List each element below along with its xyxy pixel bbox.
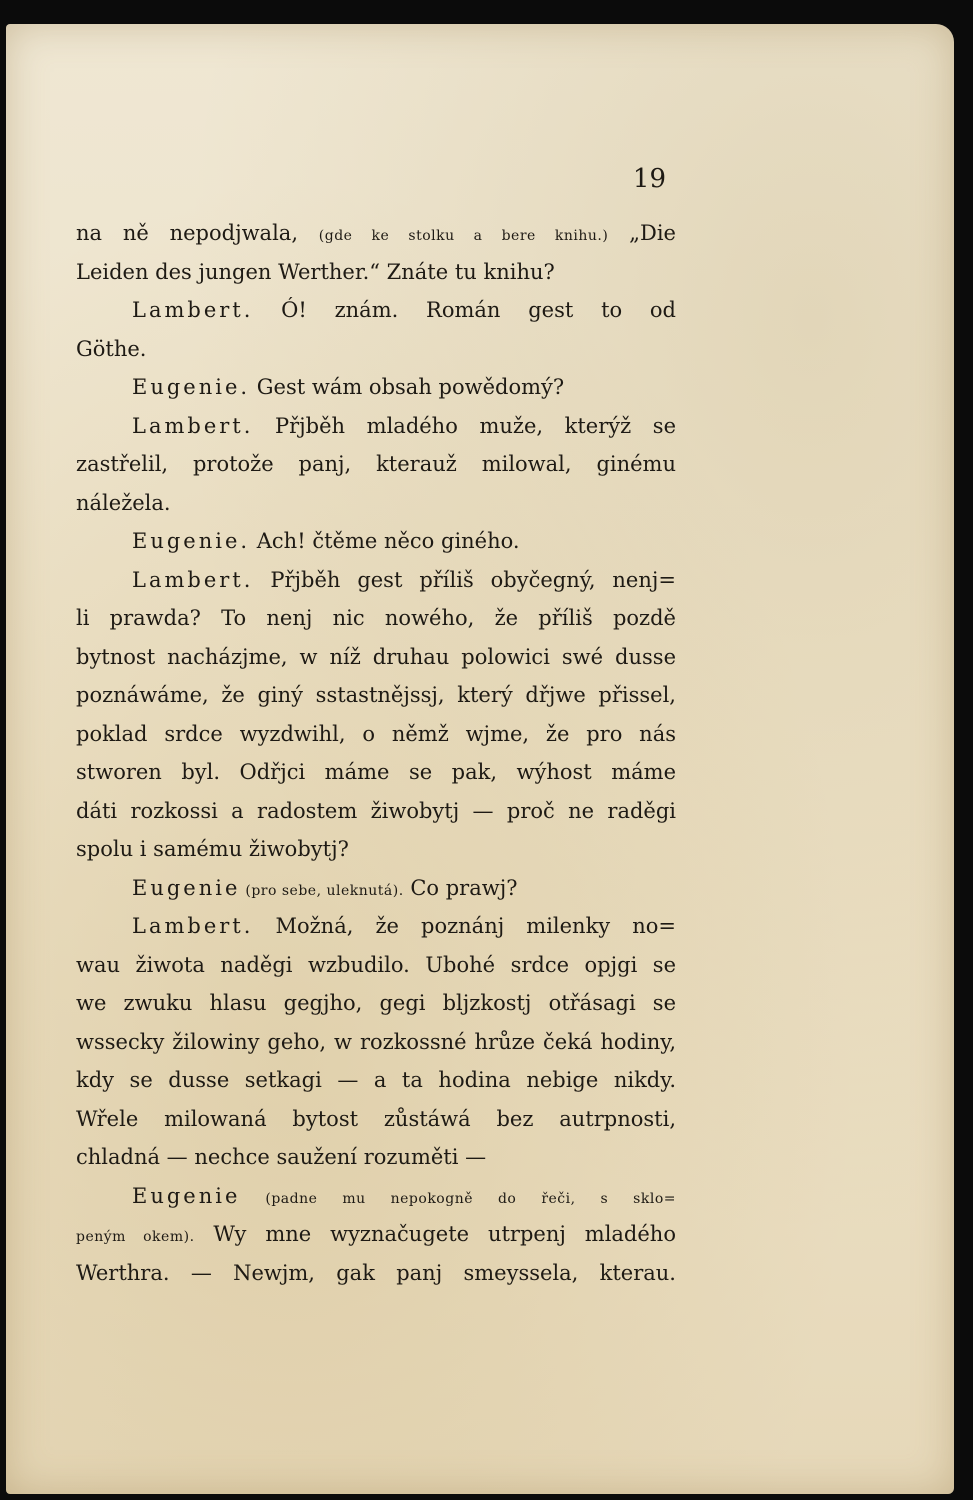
- text-line: [76, 1215, 676, 1254]
- stage-direction: (pro sebe, uleknutá).: [240, 882, 404, 899]
- line-text: kdy se dusse setkagi — a ta hodina nebige nikdy.: [76, 1068, 676, 1092]
- text-line: [76, 561, 676, 600]
- text-line: [76, 522, 676, 561]
- text-line: [76, 1023, 676, 1062]
- text-line: [76, 869, 676, 908]
- line-text: poklad srdce wyzdwihl, o němž wjme, že pro nás: [76, 721, 676, 746]
- line-text: dáti rozkossi a radostem žiwobytj — proč ne raděgi: [76, 798, 676, 823]
- text-line: [76, 214, 676, 253]
- text-line: [76, 1254, 676, 1293]
- speaker-name: Lambert.: [132, 413, 254, 438]
- page-text: [76, 214, 676, 1292]
- line-text: Přjběh mladého muže, kterýž se: [253, 413, 676, 438]
- line-text: Wřele milowaná bytost zůstáwá bez autrpnosti,: [76, 1106, 676, 1131]
- speaker-name: Eugenie: [132, 875, 241, 900]
- text-line: [76, 599, 676, 638]
- text-line: [76, 638, 676, 677]
- line-text: na ně nepodjwala,: [76, 221, 319, 245]
- text-line: [76, 984, 676, 1023]
- line-text: Gest wám obsah powědomý?: [250, 375, 565, 399]
- stage-direction: (gde ke stolku a bere knihu.): [318, 228, 609, 244]
- text-line: [76, 676, 676, 715]
- line-text: wssecky žilowiny geho, w rozkossné hrůze čeká hodiny,: [76, 1029, 676, 1054]
- text-line: [76, 291, 676, 330]
- line-text: spolu i samému žiwobytj?: [76, 837, 349, 861]
- line-text: wau žiwota naděgi wzbudilo. Ubohé srdce opjgi se: [76, 952, 676, 977]
- line-text: Ach! čtěme něco giného.: [250, 529, 520, 553]
- line-text: we zwuku hlasu gegjho, gegi bljzkostj otřásagi se: [76, 991, 676, 1015]
- line-text: náležela.: [76, 490, 171, 515]
- line-text: bytnost nacházjme, w níž druhau polowici swé dusse: [76, 644, 676, 669]
- text-line: [76, 368, 676, 407]
- text-line: [76, 1138, 676, 1177]
- line-text: Göthe.: [76, 336, 147, 361]
- stage-direction: peným okem).: [76, 1229, 195, 1245]
- text-line: [76, 407, 676, 446]
- text-line: [76, 253, 676, 292]
- line-text: stworen byl. Odřjci máme se pak, wýhost máme: [76, 760, 676, 784]
- text-line: [76, 946, 676, 985]
- line-text: Co prawj?: [403, 875, 518, 900]
- speaker-name: Eugenie.: [132, 529, 251, 553]
- text-line: [76, 830, 676, 869]
- page-number: 19: [632, 164, 666, 194]
- text-line: [76, 330, 676, 369]
- line-text: Leiden des jungen Werther.“ Znáte tu knihu?: [76, 259, 555, 284]
- line-text: poznáwáme, že giný sstastnějssj, který dřjwe přissel,: [76, 683, 676, 707]
- speaker-name: Lambert.: [132, 567, 254, 592]
- line-text: Přjběh gest příliš obyčegný, nenj=: [253, 567, 676, 592]
- speaker-name: Lambert.: [132, 298, 254, 322]
- text-line: [76, 753, 676, 792]
- line-text: „Die: [608, 221, 676, 245]
- text-line: [76, 445, 676, 484]
- text-line: [76, 792, 676, 831]
- speaker-name: Eugenie.: [132, 375, 251, 399]
- text-line: [76, 484, 676, 523]
- text-line: [76, 907, 676, 946]
- line-text: Wy mne wyznačugete utrpenj mladého: [194, 1222, 676, 1246]
- speaker-name: Eugenie: [132, 1183, 241, 1208]
- stage-direction: (padne mu nepokogně do řeči, s sklo=: [240, 1190, 676, 1207]
- line-text: Werthra. — Newjm, gak panj smeyssela, kterau.: [76, 1260, 676, 1285]
- line-text: zastřelil, protože panj, kterauž milowal, ginému: [76, 452, 676, 476]
- speaker-name: Lambert.: [132, 914, 254, 938]
- text-line: [76, 1100, 676, 1139]
- text-line: [76, 1177, 676, 1216]
- text-line: [76, 715, 676, 754]
- line-text: chladná — nechce saužení rozuměti —: [76, 1145, 487, 1169]
- line-text: Ó! znám. Román gest to od: [253, 298, 676, 322]
- text-line: [76, 1061, 676, 1100]
- line-text: li prawda? To nenj nic nowého, že příliš pozdě: [76, 606, 676, 630]
- line-text: Možná, že poznánj milenky no=: [253, 914, 676, 938]
- book-page: [6, 24, 954, 1494]
